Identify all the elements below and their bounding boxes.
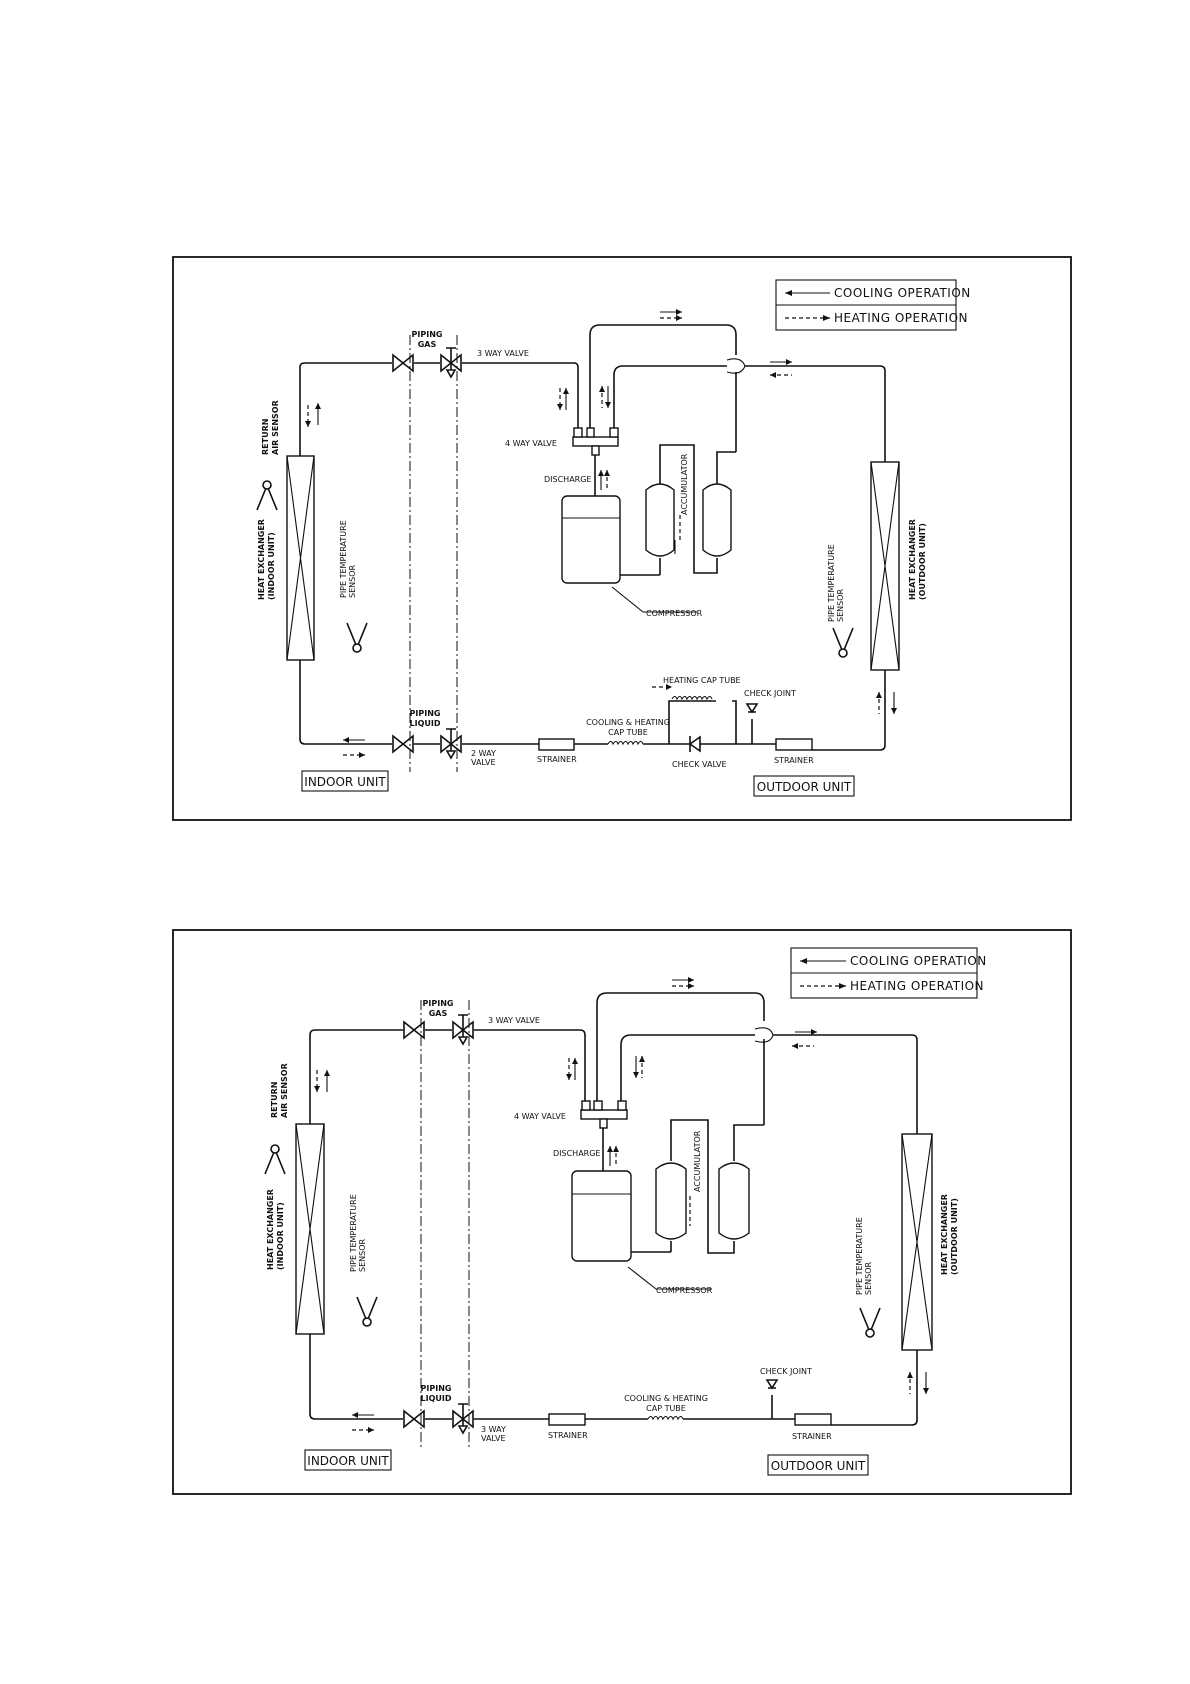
legend-heating: HEATING OPERATION bbox=[850, 979, 985, 993]
legend-cooling: COOLING OPERATION bbox=[850, 954, 987, 968]
compressor bbox=[572, 1171, 712, 1289]
heating-cap-tube-coil bbox=[672, 697, 712, 700]
check-joint-symbol bbox=[767, 1380, 777, 1388]
label-outdoor-unit: OUTDOOR UNIT bbox=[770, 1459, 866, 1473]
return-air-sensor bbox=[265, 1145, 285, 1174]
label-piping-liquid: PIPING LIQUID bbox=[420, 1384, 452, 1403]
label-four-way-valve: 4 WAY VALVE bbox=[514, 1112, 566, 1121]
label-check-joint: CHECK JOINT bbox=[760, 1367, 812, 1376]
check-joint-symbol bbox=[747, 704, 757, 712]
indoor-unit-box bbox=[302, 771, 388, 791]
label-check-joint: CHECK JOINT bbox=[744, 689, 796, 698]
compressor bbox=[562, 496, 697, 612]
label-piping-gas: PIPING GAS bbox=[411, 330, 443, 349]
return-air-sensor bbox=[257, 481, 277, 510]
label-four-way-valve: 4 WAY VALVE bbox=[505, 439, 557, 448]
label-two-way-valve: 2 WAY VALVE bbox=[471, 749, 496, 767]
label-accumulator: ACCUMULATOR bbox=[680, 453, 689, 515]
outdoor-heat-exchanger bbox=[871, 462, 899, 670]
outdoor-top-piping bbox=[590, 325, 885, 750]
strainer-left bbox=[549, 1414, 585, 1425]
indoor-pipe-sensor bbox=[357, 1297, 377, 1326]
indoor-unit-box bbox=[305, 1450, 391, 1470]
label-check-valve: CHECK VALVE bbox=[672, 760, 727, 769]
four-way-valve bbox=[581, 1101, 627, 1171]
legend bbox=[791, 948, 987, 998]
label-compressor: COMPRESSOR bbox=[646, 609, 703, 618]
outdoor-pipe-sensor bbox=[833, 628, 853, 657]
diagram-without-heating-cap-tube bbox=[173, 930, 1071, 1494]
cap-tube-coil bbox=[648, 1417, 683, 1420]
accumulator-right bbox=[703, 484, 731, 556]
label-pipe-temp-indoor: PIPE TEMPERATURESENSOR bbox=[339, 520, 357, 598]
accumulator-outlet bbox=[734, 1125, 764, 1161]
label-discharge: DISCHARGE bbox=[553, 1149, 601, 1158]
four-way-valve bbox=[573, 428, 618, 496]
label-three-way-valve-bottom: 3 WAY VALVE bbox=[481, 1425, 506, 1443]
label-heating-cap-tube: HEATING CAP TUBE bbox=[663, 676, 741, 685]
accumulator-outlet bbox=[717, 452, 736, 484]
label-three-way-valve: 3 WAY VALVE bbox=[477, 349, 529, 358]
cap-tube-coil bbox=[608, 742, 643, 745]
outdoor-top-piping bbox=[597, 993, 917, 1425]
strainer-left bbox=[539, 739, 574, 750]
outdoor-bottom-piping bbox=[539, 697, 812, 753]
label-indoor-unit: INDOOR UNIT bbox=[304, 775, 386, 789]
label-pipe-temp-outdoor: PIPE TEMPERATURESENSOR bbox=[855, 1217, 873, 1295]
strainer-right bbox=[776, 739, 812, 750]
label-pipe-temp-outdoor: PIPE TEMPERATURESENSOR bbox=[827, 544, 845, 622]
three-way-valve bbox=[453, 1015, 473, 1044]
label-accumulator: ACCUMULATOR bbox=[693, 1130, 702, 1192]
label-hx-indoor: HEAT EXCHANGER(INDOOR UNIT) bbox=[266, 1189, 285, 1270]
label-strainer-right: STRAINER bbox=[774, 756, 814, 765]
legend-heating: HEATING OPERATION bbox=[834, 311, 969, 325]
label-strainer-right: STRAINER bbox=[792, 1432, 832, 1441]
accumulator-left bbox=[620, 484, 674, 575]
two-way-valve bbox=[441, 729, 461, 758]
indoor-heat-exchanger bbox=[296, 1124, 324, 1334]
label-hx-indoor: HEAT EXCHANGER(INDOOR UNIT) bbox=[257, 519, 276, 600]
outdoor-unit-box bbox=[754, 776, 854, 796]
indoor-pipe-sensor bbox=[347, 623, 367, 652]
three-way-valve bbox=[441, 348, 461, 377]
outdoor-heat-exchanger bbox=[902, 1134, 932, 1350]
legend bbox=[776, 280, 971, 330]
diagram-with-heating-cap-tube bbox=[173, 257, 1071, 820]
label-return-air-sensor: RETURNAIR SENSOR bbox=[261, 400, 280, 455]
label-discharge: DISCHARGE bbox=[544, 475, 592, 484]
label-piping-gas: PIPING GAS bbox=[422, 999, 454, 1018]
check-valve-symbol bbox=[690, 737, 700, 751]
label-indoor-unit: INDOOR UNIT bbox=[307, 1454, 389, 1468]
legend-cooling: COOLING OPERATION bbox=[834, 286, 971, 300]
outdoor-pipe-sensor bbox=[860, 1308, 880, 1337]
label-cap-tube: COOLING & HEATING CAP TUBE bbox=[624, 1394, 708, 1413]
outdoor-unit-box bbox=[768, 1455, 868, 1475]
accumulator-left bbox=[631, 1163, 686, 1252]
label-outdoor-unit: OUTDOOR UNIT bbox=[756, 780, 852, 794]
gas-stop-valve bbox=[404, 1022, 424, 1038]
label-piping-liquid: PIPING LIQUID bbox=[409, 709, 441, 728]
label-compressor: COMPRESSOR bbox=[656, 1286, 713, 1295]
label-hx-outdoor: HEAT EXCHANGER(OUTDOOR UNIT) bbox=[908, 519, 927, 600]
strainer-right bbox=[795, 1414, 831, 1425]
label-three-way-valve: 3 WAY VALVE bbox=[488, 1016, 540, 1025]
accumulator-right bbox=[719, 1163, 749, 1239]
indoor-heat-exchanger bbox=[287, 456, 314, 660]
label-return-air-sensor: RETURNAIR SENSOR bbox=[270, 1063, 289, 1118]
label-cap-tube: COOLING & HEATING CAP TUBE bbox=[586, 718, 670, 737]
label-pipe-temp-indoor: PIPE TEMPERATURESENSOR bbox=[349, 1194, 367, 1272]
label-strainer-left: STRAINER bbox=[548, 1431, 588, 1440]
label-hx-outdoor: HEAT EXCHANGER(OUTDOOR UNIT) bbox=[940, 1194, 959, 1275]
three-way-valve-bottom bbox=[453, 1404, 473, 1433]
label-strainer-left: STRAINER bbox=[537, 755, 577, 764]
